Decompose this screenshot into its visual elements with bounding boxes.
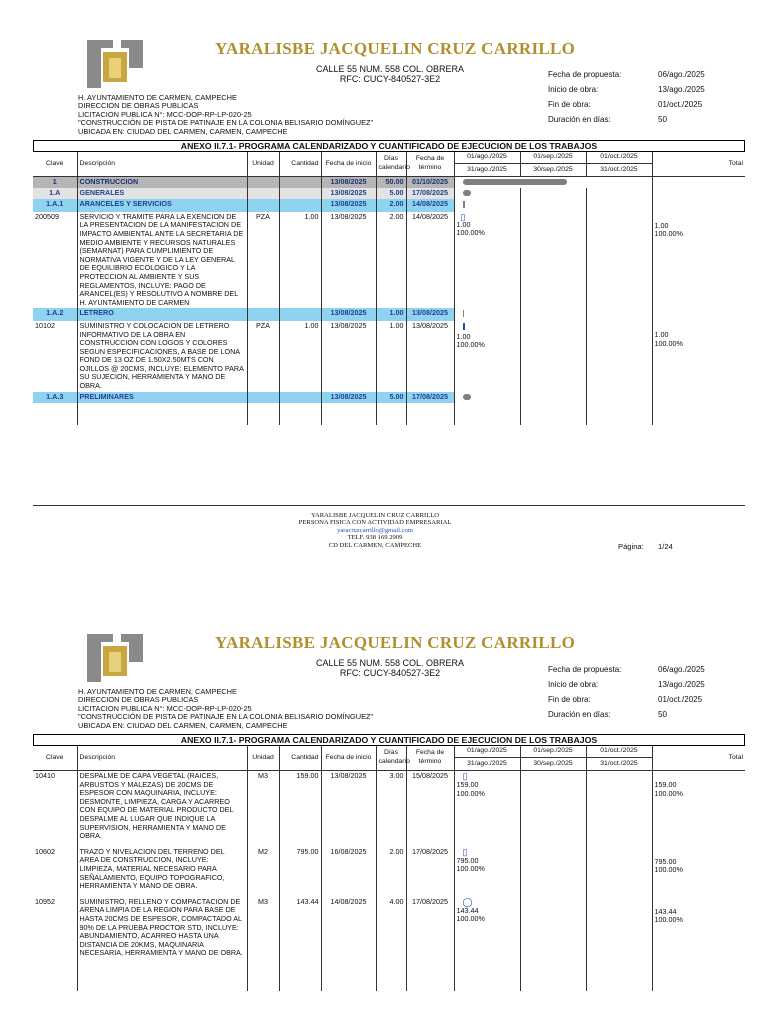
meta-block <box>548 67 718 127</box>
period-qty: 159.00 <box>456 780 479 789</box>
meta-value: 06/ago./2025 <box>658 665 705 674</box>
meta-key: Fin de obra: <box>548 100 591 109</box>
client-line: LICITACION PUBLICA N°: MCC-DOP-RP-LP-020-25 <box>78 109 252 119</box>
fecha-inicio: 13/08/2025 <box>321 308 376 321</box>
meta-key: Duración en días: <box>548 710 611 719</box>
client-line: "CONSTRUCCIÓN DE PISTA DE PATINAJE EN LA COLONIA BELISARIO DOMÍNGUEZ" <box>78 712 374 722</box>
clave: 10410 <box>33 771 77 842</box>
descripcion: SERVICIO Y TRAMITE PARA LA EXENCION DE LA PRESENTACION DE LA MANIFESTACION DE IMPACTO AMBIENTAL ANTE LA SECRETARIA DE MEDIO AMBIENTE Y RECURSOS NATURALES (SEMARNAT) PARA CUMPLIMIENTO DE NORMATIVA VIGENTE Y DE LA LEY GENERAL DE EQUILIBRIO ECOLOGICO Y LA PROTECCION AL AMBIENTE Y SUS REGLAMENTOS, INCLUYE: PAGO DE ARANCEL(ES) Y RESOLUTIVO A NOMBRE DEL H. AYUNTAMIENTO DE CARMEN <box>77 212 247 309</box>
table-row <box>33 892 745 959</box>
descripcion: SUMINISTRO, RELLENO Y COMPACTACION DE ARENA LIMPIA DE LA REGION PARA BASE DE HASTA 20CMS DE ESPESOR, COMPACTADO AL 90% DE LA PRUEBA PROCTOR STD, INCLUYE: ABUNDAMIENTO, ACARREO HASTA UNA DISTANCIA DE 20KMS, MAQUINARIA NECESARIA, HERRAMIENTA Y MANO DE OBRA. <box>77 892 247 959</box>
table-row <box>33 842 745 892</box>
clave: 1.A.2 <box>33 308 77 321</box>
period-end: 30/sep./2025 <box>520 758 586 771</box>
company-address <box>290 64 490 84</box>
period-pct: 100.00% <box>456 788 485 798</box>
descripcion: SUMINISTRO Y COLOCACION DE LETRERO INFORMATIVO DE LA OBRA EN CONSTRUCCION CON LOGOS Y COLORES SEGUN ESPECIFICACIONES, A BASE DE LONA FOND DE 13 OZ DE 1.50X2.50MTS CON OJILLOS @ 20CMS, INCLUYE: ELEMENTO PARA SU SUJECION, HERRAMIENTA Y MANO DE OBRA. <box>77 321 247 392</box>
client-block <box>78 688 373 730</box>
table-spacer-row <box>33 959 745 991</box>
fecha-termino: 14/08/2025 <box>406 199 454 212</box>
signature-line: PERSONA FISICA CON ACTIVIDAD EMPRESARIAL <box>298 519 452 527</box>
col-unidad: Unidad <box>247 746 279 771</box>
schedule-table <box>33 746 745 991</box>
unidad: M2 <box>247 842 279 892</box>
clave: 200509 <box>33 212 77 309</box>
total-qty: 795.00 <box>654 856 677 866</box>
unidad: PZA <box>247 321 279 392</box>
cantidad: 159.00 <box>279 771 321 842</box>
col-clave: Clave <box>33 746 77 771</box>
total-pct: 100.00% <box>654 338 683 348</box>
meta-key: Inicio de obra: <box>548 680 599 689</box>
gantt-marker: ▯ <box>462 771 468 781</box>
dias: 1.00 <box>376 321 406 392</box>
table-title: ANEXO II.7.1- PROGRAMA CALENDARIZADO Y CUANTIFICADO DE EJECUCION DE LOS TRABAJOS <box>33 734 745 746</box>
fecha-termino: 17/08/2025 <box>406 842 454 892</box>
col-termino: Fecha de término <box>406 152 454 177</box>
client-line: DIRECCION DE OBRAS PUBLICAS <box>78 101 199 111</box>
gantt-marker: ▯ <box>460 211 466 222</box>
rfc-line: RFC: CUCY-840527-3E2 <box>339 74 441 84</box>
cantidad: 795.00 <box>279 842 321 892</box>
dias: 5.00 <box>376 392 406 404</box>
period-start: 01/ago./2025 <box>454 152 520 164</box>
meta-value: 06/ago./2025 <box>658 70 705 79</box>
descripcion: PRELIMINARES <box>77 392 247 404</box>
client-line: UBICADA EN: CIUDAD DEL CARMEN, CARMEN, CAMPECHE <box>78 720 288 730</box>
group-row <box>33 392 745 404</box>
descripcion: ARANCELES Y SERVICIOS <box>77 199 247 212</box>
meta-value: 01/oct./2025 <box>658 695 703 704</box>
total-pct: 100.00% <box>654 229 683 239</box>
table-row <box>33 212 745 309</box>
total-qty: 143.44 <box>654 906 677 916</box>
client-line: LICITACION PUBLICA N°: MCC-DOP-RP-LP-020-25 <box>78 703 252 713</box>
col-termino: Fecha de término <box>406 746 454 771</box>
signature-line: TELF. 938 169 2909 <box>347 534 403 542</box>
gantt-bar <box>463 201 465 208</box>
period-start: 01/ago./2025 <box>454 746 520 758</box>
fecha-termino: 01/10/2025 <box>406 177 454 188</box>
table-spacer-row <box>33 403 745 425</box>
clave: 1.A.3 <box>33 392 77 404</box>
company-address <box>290 658 490 678</box>
descripcion: GENERALES <box>77 188 247 200</box>
table-bottom-rule <box>33 505 745 506</box>
meta-block <box>548 662 718 722</box>
dias: 2.00 <box>376 199 406 212</box>
address-line: CALLE 55 NUM. 558 COL. OBRERA <box>315 64 465 74</box>
period-start: 01/oct./2025 <box>586 152 652 164</box>
period-qty: 1.00 <box>456 219 471 229</box>
period-end: 30/sep./2025 <box>520 164 586 177</box>
unidad: PZA <box>247 212 279 309</box>
col-descripcion: Descripción <box>77 152 247 177</box>
group-row <box>33 308 745 321</box>
cantidad: 143.44 <box>279 892 321 959</box>
meta-value: 01/oct./2025 <box>658 100 703 109</box>
fecha-inicio: 13/08/2025 <box>321 771 376 842</box>
period-start: 01/sep./2025 <box>520 152 586 164</box>
dias: 50.00 <box>376 177 406 188</box>
signature-line: CD DEL CARMEN, CAMPECHE <box>328 541 422 549</box>
cantidad: 1.00 <box>279 321 321 392</box>
rfc-line: RFC: CUCY-840527-3E2 <box>339 668 441 678</box>
table-row <box>33 771 745 842</box>
client-line: DIRECCION DE OBRAS PUBLICAS <box>78 695 199 705</box>
descripcion: LETRERO <box>77 308 247 321</box>
fecha-termino: 17/08/2025 <box>406 892 454 959</box>
address-line: CALLE 55 NUM. 558 COL. OBRERA <box>315 658 465 668</box>
total-pct: 100.00% <box>654 788 683 798</box>
period-end: 31/ago./2025 <box>454 758 520 771</box>
meta-value: 50 <box>658 710 667 719</box>
fecha-inicio: 13/08/2025 <box>321 212 376 309</box>
meta-key: Inicio de obra: <box>548 85 599 94</box>
total-pct: 100.00% <box>654 865 683 875</box>
fecha-termino: 17/08/2025 <box>406 188 454 200</box>
page-number <box>618 542 673 551</box>
fecha-inicio: 13/08/2025 <box>321 392 376 404</box>
company-name: YARALISBE JACQUELIN CRUZ CARRILLO <box>215 633 576 652</box>
clave: 1 <box>33 177 77 188</box>
dias: 2.00 <box>376 212 406 309</box>
fecha-termino: 14/08/2025 <box>406 212 454 309</box>
period-end: 31/oct./2025 <box>586 758 652 771</box>
fecha-termino: 17/08/2025 <box>406 392 454 404</box>
total-pct: 100.00% <box>654 915 683 925</box>
table-title: ANEXO II.7.1- PROGRAMA CALENDARIZADO Y CUANTIFICADO DE EJECUCION DE LOS TRABAJOS <box>33 140 745 152</box>
signature-email[interactable]: yaracruzcarrillo@gmail.com <box>337 526 413 534</box>
meta-key: Fecha de propuesta: <box>548 70 622 79</box>
client-block <box>78 94 373 136</box>
fecha-inicio: 13/08/2025 <box>321 177 376 188</box>
signature-block <box>255 512 495 549</box>
gantt-bar <box>463 310 464 317</box>
fecha-termino: 15/08/2025 <box>406 771 454 842</box>
page-label: Página: <box>618 542 644 551</box>
col-cantidad: Cantidad <box>279 152 321 177</box>
period-pct: 100.00% <box>456 228 485 238</box>
meta-value: 50 <box>658 115 667 124</box>
cantidad: 1.00 <box>279 212 321 309</box>
gantt-marker: ◯ <box>462 896 473 907</box>
descripcion: CONSTRUCCION <box>77 177 247 188</box>
clave: 10102 <box>33 321 77 392</box>
total-qty: 1.00 <box>654 329 669 339</box>
unidad: M3 <box>247 892 279 959</box>
meta-key: Fecha de propuesta: <box>548 665 622 674</box>
fecha-inicio: 13/08/2025 <box>321 188 376 200</box>
period-pct: 100.00% <box>456 864 485 874</box>
fecha-termino: 13/08/2025 <box>406 321 454 392</box>
fecha-inicio: 14/08/2025 <box>321 892 376 959</box>
schedule-table <box>33 152 745 425</box>
fecha-inicio: 16/08/2025 <box>321 842 376 892</box>
company-logo <box>85 632 145 684</box>
group-row <box>33 177 745 188</box>
col-unidad: Unidad <box>247 152 279 177</box>
period-qty: 143.44 <box>456 905 479 915</box>
dias: 5.00 <box>376 188 406 200</box>
client-line: UBICADA EN: CIUDAD DEL CARMEN, CARMEN, CAMPECHE <box>78 126 288 136</box>
col-inicio: Fecha de inicio <box>321 746 376 771</box>
col-clave: Clave <box>33 152 77 177</box>
dias: 4.00 <box>376 892 406 959</box>
company-name: YARALISBE JACQUELIN CRUZ CARRILLO <box>215 39 576 58</box>
col-cantidad: Cantidad <box>279 746 321 771</box>
clave: 1.A.1 <box>33 199 77 212</box>
col-dias: Días calendario <box>376 746 406 771</box>
group-row <box>33 188 745 200</box>
signature-line: YARALISBE JACQUELIN CRUZ CARRILLO <box>310 512 440 519</box>
fecha-inicio: 13/08/2025 <box>321 199 376 212</box>
gantt-bar <box>463 394 471 400</box>
total-qty: 1.00 <box>654 220 669 230</box>
table-row <box>33 321 745 392</box>
company-logo <box>85 38 145 90</box>
meta-key: Duración en días: <box>548 115 611 124</box>
client-line: H. AYUNTAMIENTO DE CARMEN, CAMPECHE <box>78 687 237 696</box>
meta-key: Fin de obra: <box>548 695 591 704</box>
page-2 <box>0 596 768 1024</box>
gantt-bar <box>463 190 471 196</box>
period-start: 01/sep./2025 <box>520 746 586 758</box>
period-end: 31/oct./2025 <box>586 164 652 177</box>
period-qty: 795.00 <box>456 855 479 865</box>
col-descripcion: Descripción <box>77 746 247 771</box>
period-qty: 1.00 <box>456 331 471 341</box>
fecha-termino: 13/08/2025 <box>406 308 454 321</box>
page-value: 1/24 <box>658 542 673 551</box>
meta-value: 13/ago./2025 <box>658 85 705 94</box>
client-line: "CONSTRUCCIÓN DE PISTA DE PATINAJE EN LA COLONIA BELISARIO DOMÍNGUEZ" <box>78 118 374 128</box>
period-end: 31/ago./2025 <box>454 164 520 177</box>
fecha-inicio: 13/08/2025 <box>321 321 376 392</box>
meta-value: 13/ago./2025 <box>658 680 705 689</box>
group-row <box>33 199 745 212</box>
col-inicio: Fecha de inicio <box>321 152 376 177</box>
client-line: H. AYUNTAMIENTO DE CARMEN, CAMPECHE <box>78 93 237 102</box>
descripcion: DESPALME DE CAPA VEGETAL (RAICES, ARBUSTOS Y MALEZAS) DE 20CMS DE ESPESOR CON MAQUINARIA, INCLUYE: DESMONTE, LIMPIEZA, CARGA Y ACARREO CON EQUIPO DE MATERIAL PRODUCTO DEL DESPALME AL LUGAR QUE INDIQUE LA SUPERVISION, HERRAMIENTA Y MANO DE OBRA. <box>77 771 247 842</box>
unidad: M3 <box>247 771 279 842</box>
dias: 1.00 <box>376 308 406 321</box>
col-dias: Días calendario <box>376 152 406 177</box>
period-start: 01/oct./2025 <box>586 746 652 758</box>
gantt-marker: ▯ <box>462 846 468 857</box>
gantt-marker <box>463 323 465 330</box>
dias: 3.00 <box>376 771 406 842</box>
clave: 1.A <box>33 188 77 200</box>
clave: 10602 <box>33 842 77 892</box>
clave: 10952 <box>33 892 77 959</box>
dias: 2.00 <box>376 842 406 892</box>
period-pct: 100.00% <box>456 340 485 350</box>
col-total: Total <box>652 152 745 177</box>
period-pct: 100.00% <box>456 914 485 924</box>
col-total: Total <box>652 746 745 771</box>
total-qty: 159.00 <box>654 780 677 789</box>
descripcion: TRAZO Y NIVELACION DEL TERRENO DEL AREA DE CONSTRUCCION, INCLUYE: LIMPIEZA, MATERIAL NECESARIO PARA SEÑALAMIENTO, EQUIPO TOPOGRAFICO, HERRAMIENTA Y MANO DE OBRA. <box>77 842 247 892</box>
gantt-bar <box>463 179 567 185</box>
